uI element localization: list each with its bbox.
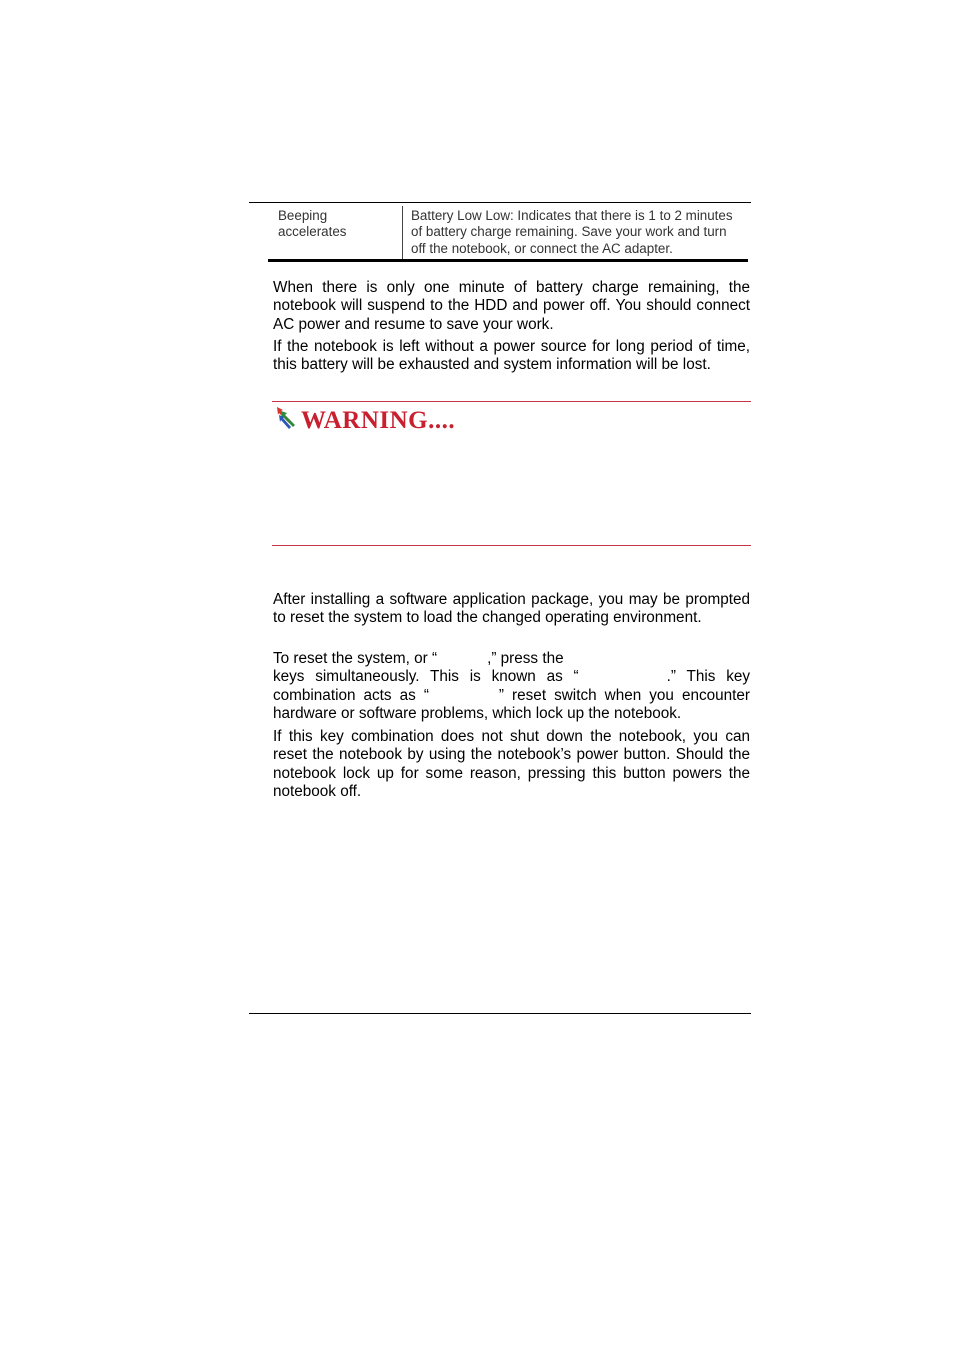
header-rule — [249, 202, 751, 203]
paragraph-reset-keys — [273, 650, 750, 724]
paragraph-reset-intro: After installing a software application package, you may be prompted to reset the system to load the changed operating environment. — [273, 591, 750, 627]
warning-top-rule — [272, 401, 751, 402]
reset-text-d: .” This key combination acts as “ — [273, 668, 750, 704]
warning-arrows-icon — [275, 405, 297, 436]
table-cell-signal: Beeping accelerates — [268, 206, 403, 261]
paragraph-battery-exhausted: If the notebook is left without a power source for long period of time, this battery will be exhausted and system information will be lost. — [273, 338, 750, 374]
warning-bottom-rule — [272, 545, 751, 546]
table-row — [268, 206, 748, 261]
table-cell-meaning: Battery Low Low: Indicates that there is 1 to 2 minutes of battery charge remaining. Save your work and turn off the notebook, or connect the AC adapter. — [411, 208, 733, 256]
reset-text-b: ,” press the — [487, 650, 564, 667]
warning-label: WARNING.... — [301, 406, 456, 434]
reset-text-a: To reset the system, or “ — [273, 650, 438, 667]
paragraph-battery-suspend: When there is only one minute of battery charge remaining, the notebook will suspend to the HDD and power off. You should connect AC power and resume to save your work. — [273, 279, 750, 333]
warning-heading — [275, 405, 455, 436]
paragraph-power-button: If this key combination does not shut down the notebook, you can reset the notebook by using the notebook’s power button. Should the notebook lock up for some reason, pressing this button powers the notebook off. — [273, 728, 750, 801]
battery-status-table — [268, 206, 748, 262]
footer-rule — [249, 1013, 751, 1014]
reset-text-e: ” reset switch when you encounter hardware or software problems, which lock up the notebook. — [273, 686, 750, 723]
reset-text-c: keys simultaneously. This is known as “ — [273, 668, 579, 686]
